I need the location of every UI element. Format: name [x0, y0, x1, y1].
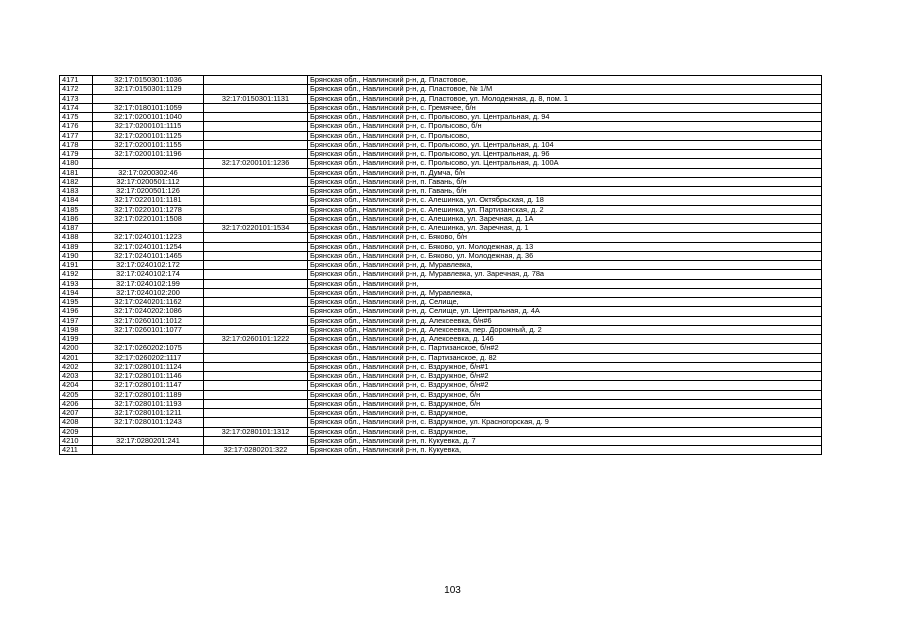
cadastral-number-alt-cell: [204, 131, 308, 140]
row-number-cell: 4175: [60, 113, 93, 122]
cadastral-number-cell: 32:17:0150301:1129: [93, 85, 204, 94]
address-cell: Брянская обл., Навлинский р-н, п. Гавань, б/н: [308, 187, 822, 196]
cadastral-number-alt-cell: [204, 187, 308, 196]
row-number-cell: 4190: [60, 251, 93, 260]
address-cell: Брянская обл., Навлинский р-н, п. Кукуевка, д. 7: [308, 436, 822, 445]
cadastral-number-alt-cell: [204, 362, 308, 371]
address-cell: Брянская обл., Навлинский р-н, с. Бяково, ул. Молодежная, д. 36: [308, 251, 822, 260]
cadastral-number-alt-cell: [204, 436, 308, 445]
table-row: [60, 159, 822, 168]
table-row: [60, 279, 822, 288]
row-number-cell: 4205: [60, 390, 93, 399]
cadastral-number-alt-cell: [204, 113, 308, 122]
cadastral-number-cell: 32:17:0280101:1211: [93, 409, 204, 418]
cadastral-number-cell: 32:17:0220101:1508: [93, 214, 204, 223]
cadastral-number-cell: [93, 224, 204, 233]
row-number-cell: 4211: [60, 446, 93, 455]
cadastral-number-cell: 32:17:0280101:1147: [93, 381, 204, 390]
cadastral-number-alt-cell: [204, 122, 308, 131]
cadastral-number-alt-cell: [204, 76, 308, 85]
cadastral-number-cell: 32:17:0280201:241: [93, 436, 204, 445]
cadastral-number-alt-cell: [204, 288, 308, 297]
cadastral-number-alt-cell: 32:17:0280101:1312: [204, 427, 308, 436]
cadastral-number-alt-cell: [204, 307, 308, 316]
row-number-cell: 4200: [60, 344, 93, 353]
table-row: [60, 325, 822, 334]
table-row: [60, 233, 822, 242]
cadastral-number-alt-cell: [204, 214, 308, 223]
cadastral-number-cell: [93, 335, 204, 344]
address-cell: Брянская обл., Навлинский р-н, д. Алексеевка, пер. Дорожный, д. 2: [308, 325, 822, 334]
address-cell: Брянская обл., Навлинский р-н, с. Вздружное, б/н#2: [308, 381, 822, 390]
table-row: [60, 85, 822, 94]
row-number-cell: 4208: [60, 418, 93, 427]
cadastral-number-cell: [93, 159, 204, 168]
address-cell: Брянская обл., Навлинский р-н, д. Селище, ул. Центральная, д. 4А: [308, 307, 822, 316]
cadastral-number-cell: 32:17:0200101:1196: [93, 150, 204, 159]
row-number-cell: 4179: [60, 150, 93, 159]
cadastral-number-alt-cell: 32:17:0150301:1131: [204, 94, 308, 103]
table-row: [60, 177, 822, 186]
cadastral-number-alt-cell: [204, 381, 308, 390]
cadastral-number-cell: 32:17:0240102:174: [93, 270, 204, 279]
address-cell: Брянская обл., Навлинский р-н, с. Бяково, ул. Молодежная, д. 13: [308, 242, 822, 251]
address-cell: Брянская обл., Навлинский р-н, с. Пролысово, ул. Центральная, д. 96: [308, 150, 822, 159]
cadastral-number-cell: 32:17:0180101:1059: [93, 103, 204, 112]
table-row: [60, 298, 822, 307]
cadastral-number-cell: 32:17:0200101:1115: [93, 122, 204, 131]
cadastral-number-cell: 32:17:0240102:172: [93, 261, 204, 270]
table-row: [60, 205, 822, 214]
table-row: [60, 196, 822, 205]
cadastral-number-cell: 32:17:0260101:1012: [93, 316, 204, 325]
row-number-cell: 4176: [60, 122, 93, 131]
row-number-cell: 4172: [60, 85, 93, 94]
cadastral-number-alt-cell: [204, 242, 308, 251]
address-cell: Брянская обл., Навлинский р-н, с. Пролысово, ул. Центральная, д. 100А: [308, 159, 822, 168]
cadastral-number-cell: 32:17:0280101:1193: [93, 399, 204, 408]
address-cell: Брянская обл., Навлинский р-н, с. Алешинка, ул. Заречная, д. 1А: [308, 214, 822, 223]
address-cell: Брянская обл., Навлинский р-н, с. Алешинка, ул. Заречная, д. 1: [308, 224, 822, 233]
row-number-cell: 4207: [60, 409, 93, 418]
row-number-cell: 4204: [60, 381, 93, 390]
address-cell: Брянская обл., Навлинский р-н, с. Вздружное, б/н#2: [308, 372, 822, 381]
address-cell: Брянская обл., Навлинский р-н, с. Вздружное,: [308, 409, 822, 418]
table-row: [60, 168, 822, 177]
cadastral-number-alt-cell: [204, 418, 308, 427]
address-cell: Брянская обл., Навлинский р-н, д. Пластовое, ул. Молодежная, д. 8, пом. 1: [308, 94, 822, 103]
cadastral-number-cell: 32:17:0200302:46: [93, 168, 204, 177]
row-number-cell: 4178: [60, 140, 93, 149]
table-row: [60, 242, 822, 251]
address-cell: Брянская обл., Навлинский р-н, с. Партизанское, б/н#2: [308, 344, 822, 353]
row-number-cell: 4185: [60, 205, 93, 214]
cadastral-number-cell: 32:17:0260202:1075: [93, 344, 204, 353]
cadastral-number-alt-cell: [204, 103, 308, 112]
cadastral-number-cell: 32:17:0280101:1124: [93, 362, 204, 371]
cadastral-number-cell: 32:17:0240101:1465: [93, 251, 204, 260]
cadastral-number-alt-cell: [204, 168, 308, 177]
cadastral-number-alt-cell: [204, 261, 308, 270]
table-row: [60, 150, 822, 159]
address-cell: Брянская обл., Навлинский р-н, с. Вздружное, б/н#1: [308, 362, 822, 371]
registry-table-body: [60, 76, 822, 455]
address-cell: Брянская обл., Навлинский р-н,: [308, 279, 822, 288]
cadastral-number-alt-cell: [204, 140, 308, 149]
table-row: [60, 214, 822, 223]
table-row: [60, 270, 822, 279]
row-number-cell: 4173: [60, 94, 93, 103]
address-cell: Брянская обл., Навлинский р-н, с. Бяково, б/н: [308, 233, 822, 242]
cadastral-number-alt-cell: [204, 399, 308, 408]
cadastral-number-cell: [93, 427, 204, 436]
table-row: [60, 224, 822, 233]
table-row: [60, 436, 822, 445]
cadastral-number-alt-cell: [204, 85, 308, 94]
table-row: [60, 381, 822, 390]
row-number-cell: 4171: [60, 76, 93, 85]
row-number-cell: 4210: [60, 436, 93, 445]
address-cell: Брянская обл., Навлинский р-н, д. Муравлевка,: [308, 288, 822, 297]
row-number-cell: 4196: [60, 307, 93, 316]
table-row: [60, 344, 822, 353]
cadastral-number-alt-cell: [204, 270, 308, 279]
cadastral-number-cell: [93, 446, 204, 455]
table-row: [60, 76, 822, 85]
address-cell: Брянская обл., Навлинский р-н, д. Алексеевка, д. 146: [308, 335, 822, 344]
table-row: [60, 316, 822, 325]
cadastral-number-alt-cell: 32:17:0200101:1236: [204, 159, 308, 168]
address-cell: Брянская обл., Навлинский р-н, с. Пролысово, ул. Центральная, д. 94: [308, 113, 822, 122]
cadastral-number-cell: 32:17:0280101:1189: [93, 390, 204, 399]
cadastral-number-alt-cell: [204, 279, 308, 288]
cadastral-number-cell: 32:17:0220101:1181: [93, 196, 204, 205]
address-cell: Брянская обл., Навлинский р-н, с. Вздружное, ул. Красногорская, д. 9: [308, 418, 822, 427]
row-number-cell: 4193: [60, 279, 93, 288]
address-cell: Брянская обл., Навлинский р-н, д. Муравлевка,: [308, 261, 822, 270]
row-number-cell: 4203: [60, 372, 93, 381]
cadastral-number-cell: 32:17:0240101:1254: [93, 242, 204, 251]
row-number-cell: 4183: [60, 187, 93, 196]
table-row: [60, 103, 822, 112]
address-cell: Брянская обл., Навлинский р-н, п. Думча, б/н: [308, 168, 822, 177]
row-number-cell: 4181: [60, 168, 93, 177]
cadastral-number-cell: 32:17:0260202:1117: [93, 353, 204, 362]
table-row: [60, 399, 822, 408]
cadastral-number-alt-cell: 32:17:0280201:322: [204, 446, 308, 455]
table-row: [60, 390, 822, 399]
row-number-cell: 4206: [60, 399, 93, 408]
row-number-cell: 4202: [60, 362, 93, 371]
cadastral-number-cell: 32:17:0240102:200: [93, 288, 204, 297]
cadastral-number-alt-cell: [204, 251, 308, 260]
cadastral-number-cell: 32:17:0200501:112: [93, 177, 204, 186]
table-row: [60, 446, 822, 455]
address-cell: Брянская обл., Навлинский р-н, с. Пролысово, б/н: [308, 122, 822, 131]
address-cell: Брянская обл., Навлинский р-н, с. Вздружное, б/н: [308, 390, 822, 399]
cadastral-number-cell: 32:17:0200501:126: [93, 187, 204, 196]
row-number-cell: 4192: [60, 270, 93, 279]
cadastral-number-alt-cell: [204, 196, 308, 205]
address-cell: Брянская обл., Навлинский р-н, с. Пролысово, ул. Центральная, д. 104: [308, 140, 822, 149]
cadastral-number-cell: 32:17:0200101:1155: [93, 140, 204, 149]
row-number-cell: 4191: [60, 261, 93, 270]
cadastral-number-cell: 32:17:0240102:199: [93, 279, 204, 288]
address-cell: Брянская обл., Навлинский р-н, д. Селище,: [308, 298, 822, 307]
table-row: [60, 261, 822, 270]
cadastral-number-cell: 32:17:0240201:1162: [93, 298, 204, 307]
cadastral-number-alt-cell: [204, 325, 308, 334]
table-row: [60, 307, 822, 316]
address-cell: Брянская обл., Навлинский р-н, с. Гремячее, б/н: [308, 103, 822, 112]
address-cell: Брянская обл., Навлинский р-н, д. Пластовое,: [308, 76, 822, 85]
address-cell: Брянская обл., Навлинский р-н, с. Пролысово,: [308, 131, 822, 140]
table-row: [60, 288, 822, 297]
cadastral-number-alt-cell: [204, 233, 308, 242]
cadastral-number-alt-cell: [204, 316, 308, 325]
cadastral-number-cell: 32:17:0280101:1146: [93, 372, 204, 381]
address-cell: Брянская обл., Навлинский р-н, п. Гавань, б/н: [308, 177, 822, 186]
table-row: [60, 362, 822, 371]
row-number-cell: 4188: [60, 233, 93, 242]
address-cell: Брянская обл., Навлинский р-н, с. Вздружное, б/н: [308, 399, 822, 408]
address-cell: Брянская обл., Навлинский р-н, с. Алешинка, ул. Партизанская, д. 2: [308, 205, 822, 214]
table-row: [60, 122, 822, 131]
cadastral-number-cell: 32:17:0200101:1125: [93, 131, 204, 140]
cadastral-number-cell: 32:17:0280101:1243: [93, 418, 204, 427]
cadastral-number-alt-cell: [204, 150, 308, 159]
address-cell: Брянская обл., Навлинский р-н, п. Кукуевка,: [308, 446, 822, 455]
cadastral-number-alt-cell: 32:17:0220101:1534: [204, 224, 308, 233]
cadastral-number-alt-cell: [204, 390, 308, 399]
address-cell: Брянская обл., Навлинский р-н, с. Партизанское, д. 82: [308, 353, 822, 362]
cadastral-number-cell: 32:17:0220101:1278: [93, 205, 204, 214]
address-cell: Брянская обл., Навлинский р-н, д. Пластовое, № 1/М: [308, 85, 822, 94]
cadastral-number-cell: 32:17:0240101:1223: [93, 233, 204, 242]
row-number-cell: 4186: [60, 214, 93, 223]
table-row: [60, 427, 822, 436]
row-number-cell: 4201: [60, 353, 93, 362]
row-number-cell: 4189: [60, 242, 93, 251]
row-number-cell: 4199: [60, 335, 93, 344]
table-row: [60, 251, 822, 260]
registry-table: [59, 75, 822, 455]
cadastral-number-alt-cell: [204, 205, 308, 214]
row-number-cell: 4174: [60, 103, 93, 112]
cadastral-number-alt-cell: 32:17:0260101:1222: [204, 335, 308, 344]
cadastral-number-cell: 32:17:0200101:1040: [93, 113, 204, 122]
row-number-cell: 4187: [60, 224, 93, 233]
page-number: 103: [444, 585, 461, 596]
table-row: [60, 418, 822, 427]
row-number-cell: 4177: [60, 131, 93, 140]
row-number-cell: 4197: [60, 316, 93, 325]
table-row: [60, 372, 822, 381]
row-number-cell: 4198: [60, 325, 93, 334]
row-number-cell: 4195: [60, 298, 93, 307]
table-row: [60, 187, 822, 196]
cadastral-number-alt-cell: [204, 353, 308, 362]
table-row: [60, 409, 822, 418]
row-number-cell: 4209: [60, 427, 93, 436]
cadastral-number-alt-cell: [204, 409, 308, 418]
address-cell: Брянская обл., Навлинский р-н, с. Вздружное,: [308, 427, 822, 436]
table-row: [60, 140, 822, 149]
row-number-cell: 4194: [60, 288, 93, 297]
row-number-cell: 4182: [60, 177, 93, 186]
address-cell: Брянская обл., Навлинский р-н, с. Алешинка, ул. Октябрьская, д. 18: [308, 196, 822, 205]
cadastral-number-cell: [93, 94, 204, 103]
table-row: [60, 335, 822, 344]
table-row: [60, 94, 822, 103]
address-cell: Брянская обл., Навлинский р-н, д. Алексеевка, б/н#6: [308, 316, 822, 325]
table-row: [60, 353, 822, 362]
cadastral-number-alt-cell: [204, 372, 308, 381]
table-row: [60, 131, 822, 140]
cadastral-number-alt-cell: [204, 298, 308, 307]
address-cell: Брянская обл., Навлинский р-н, д. Муравлевка, ул. Заречная, д. 78а: [308, 270, 822, 279]
cadastral-number-cell: 32:17:0260101:1077: [93, 325, 204, 334]
cadastral-number-cell: 32:17:0150301:1036: [93, 76, 204, 85]
cadastral-number-alt-cell: [204, 344, 308, 353]
cadastral-number-alt-cell: [204, 177, 308, 186]
table-row: [60, 113, 822, 122]
row-number-cell: 4180: [60, 159, 93, 168]
cadastral-number-cell: 32:17:0240202:1086: [93, 307, 204, 316]
row-number-cell: 4184: [60, 196, 93, 205]
